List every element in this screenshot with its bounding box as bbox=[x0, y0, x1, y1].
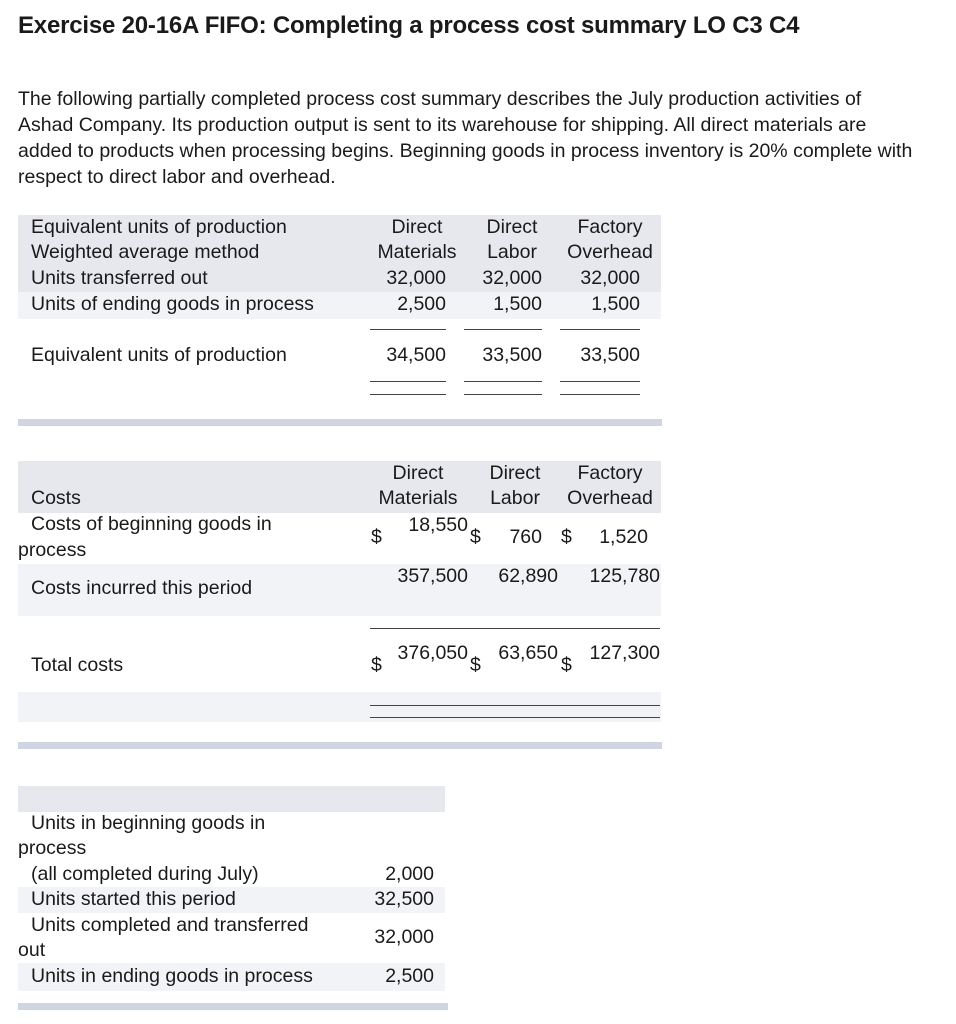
eu-double-line-dl-1 bbox=[464, 381, 542, 382]
costs-double-line-2 bbox=[370, 717, 660, 718]
units-row4-value: 2,500 bbox=[385, 965, 434, 987]
incurred-oh: 125,780 bbox=[589, 565, 660, 587]
eu-col-dm-2: Materials bbox=[377, 241, 457, 263]
eu-col-dl-2: Labor bbox=[487, 241, 537, 263]
beginning-dm-dollar: $ bbox=[371, 526, 382, 548]
total-dl-dollar: $ bbox=[470, 654, 481, 676]
eu-row-ending-oh: 1,500 bbox=[591, 293, 640, 315]
eu-double-line-dm-1 bbox=[370, 381, 446, 382]
eu-row-transferred-label: Units transferred out bbox=[31, 267, 208, 289]
costs-table-divider bbox=[18, 742, 662, 749]
eu-row-ending-dl: 1,500 bbox=[493, 293, 542, 315]
eu-subtotal-line-dl bbox=[464, 329, 542, 330]
total-costs-label: Total costs bbox=[31, 654, 124, 676]
eu-header-line2: Weighted average method bbox=[31, 241, 260, 263]
eu-subtotal-line-oh bbox=[560, 329, 640, 330]
eu-row-ending-label: Units of ending goods in process bbox=[31, 293, 314, 315]
eu-double-line-oh-1 bbox=[560, 381, 640, 382]
units-row1-label-1: Units in beginning goods in bbox=[31, 812, 266, 834]
beginning-label-1: Costs of beginning goods in bbox=[31, 513, 272, 535]
total-oh: 127,300 bbox=[589, 642, 660, 664]
total-dm: 376,050 bbox=[397, 642, 468, 664]
eu-double-line-dm-2 bbox=[370, 394, 446, 395]
units-row1-value: 2,000 bbox=[385, 863, 434, 885]
eu-header-line1: Equivalent units of production bbox=[31, 216, 287, 238]
units-row3-label-1: Units completed and transferred bbox=[31, 914, 309, 936]
beginning-dm: 18,550 bbox=[408, 514, 468, 536]
units-row2-label: Units started this period bbox=[31, 888, 236, 910]
costs-col-dl-1: Direct bbox=[489, 462, 541, 484]
total-oh-dollar: $ bbox=[561, 654, 572, 676]
units-header-bg bbox=[18, 786, 445, 812]
eu-total-dl: 33,500 bbox=[482, 344, 542, 366]
page-title: Exercise 20-16A FIFO: Completing a process cost summary LO C3 C4 bbox=[18, 12, 800, 39]
beginning-label-2: process bbox=[18, 539, 87, 561]
total-dl: 63,650 bbox=[498, 642, 558, 664]
units-row1-label-3: (all completed during July) bbox=[31, 863, 259, 885]
units-row4-label: Units in ending goods in process bbox=[31, 965, 313, 987]
beginning-dl-dollar: $ bbox=[470, 526, 481, 548]
eu-total-oh: 33,500 bbox=[580, 344, 640, 366]
intro-paragraph: The following partially completed process cost summary describes the July production activities of Ashad Company. Its production output is sent to its warehouse for shipping. All direct materials are added to products when processing begins. Beginning goods in process inventory is 20% complete with respect to direct labor and overhead. bbox=[18, 88, 913, 188]
units-row2-value: 32,500 bbox=[374, 888, 434, 910]
units-row1-label-2: process bbox=[18, 837, 87, 859]
eu-table-divider bbox=[18, 419, 662, 426]
eu-row-transferred-oh: 32,000 bbox=[580, 267, 640, 289]
incurred-dl: 62,890 bbox=[498, 565, 558, 587]
eu-row-transferred-dm: 32,000 bbox=[386, 267, 446, 289]
beginning-oh: 1,520 bbox=[599, 526, 648, 548]
beginning-dl: 760 bbox=[509, 526, 542, 548]
costs-col-oh-2: Overhead bbox=[567, 487, 653, 509]
costs-col-dm-1: Direct bbox=[392, 462, 444, 484]
incurred-dm: 357,500 bbox=[397, 565, 468, 587]
eu-row-transferred-dl: 32,000 bbox=[482, 267, 542, 289]
costs-col-oh-1: Factory bbox=[577, 462, 643, 484]
eu-col-oh-1: Factory bbox=[577, 216, 643, 238]
eu-double-line-dl-2 bbox=[464, 394, 542, 395]
costs-col-dl-2: Labor bbox=[490, 487, 540, 509]
eu-total-label: Equivalent units of production bbox=[31, 344, 287, 366]
eu-col-oh-2: Overhead bbox=[567, 241, 653, 263]
eu-col-dl-1: Direct bbox=[486, 216, 538, 238]
costs-double-line-1 bbox=[370, 705, 660, 706]
beginning-oh-dollar: $ bbox=[561, 526, 572, 548]
eu-double-line-oh-2 bbox=[560, 394, 640, 395]
eu-row-ending-dm: 2,500 bbox=[397, 293, 446, 315]
total-dm-dollar: $ bbox=[371, 654, 382, 676]
costs-subtotal-line bbox=[370, 628, 660, 629]
eu-total-dm: 34,500 bbox=[386, 344, 446, 366]
eu-subtotal-line-dm bbox=[370, 329, 446, 330]
eu-col-dm-1: Direct bbox=[391, 216, 443, 238]
costs-col-dm-2: Materials bbox=[378, 487, 458, 509]
units-row3-label-2: out bbox=[18, 939, 46, 961]
costs-label: Costs bbox=[31, 487, 81, 509]
units-row3-value: 32,000 bbox=[374, 926, 434, 948]
incurred-label: Costs incurred this period bbox=[31, 577, 253, 599]
units-table-divider bbox=[18, 1003, 448, 1010]
